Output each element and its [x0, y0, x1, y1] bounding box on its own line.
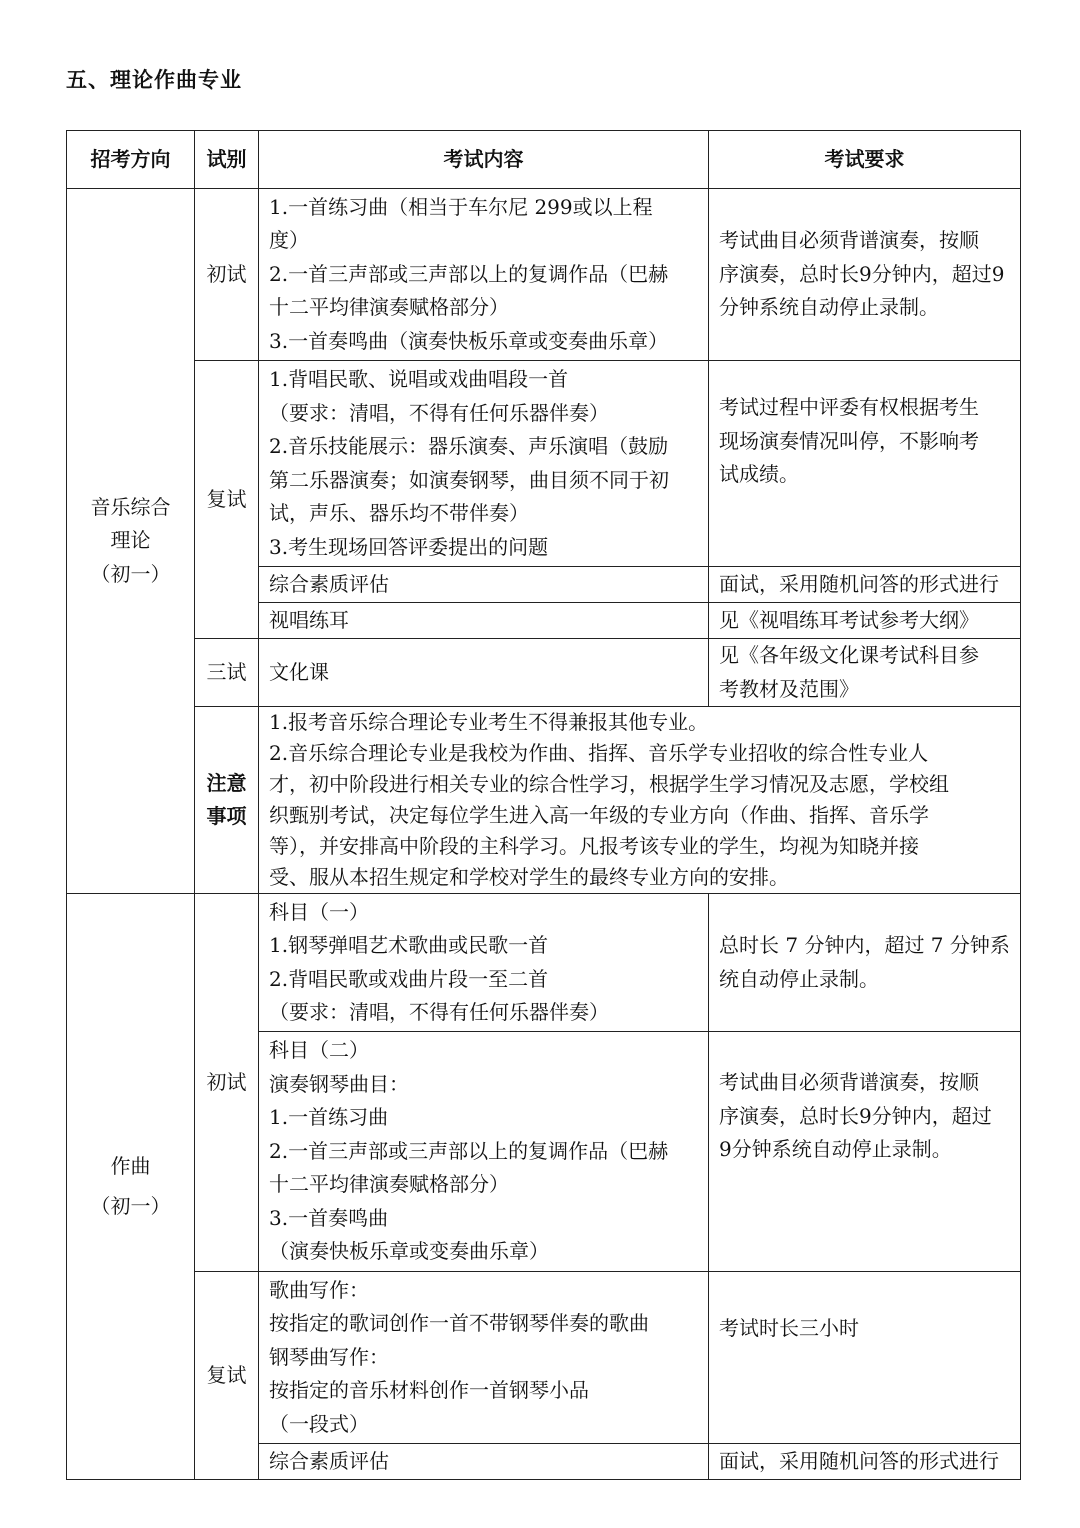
content-line: 十二平均律演奏赋格部分）	[269, 295, 509, 320]
requirement-cell	[709, 567, 1021, 603]
content-line: 综合素质评估	[269, 571, 389, 596]
content-line: 综合素质评估	[269, 1448, 389, 1473]
content-cell	[259, 1272, 709, 1444]
content-line: 2.一首三声部或三声部以上的复调作品（巴赫	[269, 261, 669, 286]
content-line: 十二平均律演奏赋格部分）	[269, 1172, 509, 1197]
requirement-cell	[709, 1444, 1021, 1480]
content-line: 按指定的歌词创作一首不带钢琴伴奏的歌曲	[269, 1311, 649, 1336]
round-cell: 三试	[195, 639, 259, 707]
admission-table	[66, 130, 1021, 1480]
notes-label-line: 事项	[206, 804, 247, 828]
requirement-cell	[709, 894, 1021, 1032]
requirement-line: 考试曲目必须背谱演奏，按顺	[719, 1070, 979, 1094]
content-line: 3.一首奏鸣曲（演奏快板乐章或变奏曲乐章）	[269, 328, 669, 353]
notes-line: 2.音乐综合理论专业是我校为作曲、指挥、音乐学专业招收的综合性专业人	[269, 741, 929, 765]
content-cell	[259, 567, 709, 603]
table-row	[67, 639, 1021, 707]
direction-line: 作曲	[110, 1154, 151, 1178]
direction-line: （初一）	[90, 1193, 171, 1218]
round-cell: 复试	[195, 361, 259, 639]
direction-line: 理论	[110, 528, 151, 553]
requirement-line: 试成绩。	[719, 462, 799, 486]
requirement-line: 考试时长三小时	[719, 1316, 859, 1340]
requirement-line: 9分钟系统自动停止录制。	[719, 1137, 952, 1161]
content-cell	[259, 361, 709, 567]
content-line: 文化课	[269, 659, 329, 684]
content-line: 2.背唱民歌或戏曲片段一至二首	[269, 966, 549, 991]
notes-content	[259, 707, 1021, 894]
requirement-cell	[709, 603, 1021, 639]
content-line: （一段式）	[269, 1411, 369, 1436]
content-cell	[259, 189, 709, 361]
content-line: 按指定的音乐材料创作一首钢琴小品	[269, 1378, 589, 1403]
requirement-line: 见《各年级文化课考试科目参	[719, 643, 979, 667]
content-line: 1.一首练习曲（相当于车尔尼 299或以上程	[269, 194, 653, 219]
notes-line: 1.报考音乐综合理论专业考生不得兼报其他专业。	[269, 710, 709, 734]
requirement-line: 分钟系统自动停止录制。	[719, 295, 939, 320]
content-line: 2.一首三声部或三声部以上的复调作品（巴赫	[269, 1138, 669, 1163]
content-line: 3.一首奏鸣曲	[269, 1205, 389, 1230]
notes-line: 才，初中阶段进行相关专业的综合性学习，根据学生学习情况及志愿，学校组	[269, 772, 949, 796]
requirement-line: 序演奏，总时长9分钟内，超过	[719, 1103, 992, 1128]
table-row	[67, 361, 1021, 567]
direction-line: （初一）	[90, 561, 171, 586]
requirement-line: 面试，采用随机问答的形式进行	[719, 571, 999, 596]
notes-row	[67, 707, 1021, 894]
requirement-line: 面试，采用随机问答的形式进行	[719, 1448, 999, 1473]
content-line: 视唱练耳	[269, 607, 349, 632]
notes-label	[195, 707, 259, 894]
requirement-line: 考试过程中评委有权根据考生	[719, 395, 979, 419]
content-line: 歌曲写作：	[269, 1277, 369, 1302]
content-line: 2.音乐技能展示：器乐演奏、声乐演唱（鼓励	[269, 434, 669, 458]
table-row	[67, 189, 1021, 361]
requirement-cell	[709, 639, 1021, 707]
content-cell	[259, 1032, 709, 1272]
direction-cell-composition	[67, 894, 195, 1480]
requirement-line: 序演奏，总时长9分钟内，超过9	[719, 261, 1005, 286]
content-cell	[259, 1444, 709, 1480]
requirement-line: 考教材及范围》	[719, 676, 859, 701]
content-line: 3.考生现场回答评委提出的问题	[269, 534, 549, 559]
requirement-line: 考试曲目必须背谱演奏，按顺	[719, 228, 979, 253]
notes-label-line: 注意	[206, 771, 247, 795]
header-direction: 招考方向	[67, 131, 195, 189]
content-line: 1.钢琴弹唱艺术歌曲或民歌一首	[269, 933, 549, 957]
content-line: 钢琴曲写作：	[269, 1344, 389, 1369]
notes-line: 等），并安排高中阶段的主科学习。凡报考该专业的学生，均视为知晓并接	[269, 834, 919, 858]
content-line: 试，声乐、器乐均不带伴奏）	[269, 501, 529, 525]
content-cell	[259, 639, 709, 707]
direction-line: 音乐综合	[90, 494, 171, 519]
header-content: 考试内容	[259, 131, 709, 189]
requirement-cell	[709, 1272, 1021, 1444]
direction-cell-music-theory	[67, 189, 195, 894]
content-line: 1.一首练习曲	[269, 1105, 389, 1130]
content-line: 1.背唱民歌、说唱或戏曲唱段一首	[269, 367, 569, 391]
requirement-line: 现场演奏情况叫停，不影响考	[719, 428, 979, 453]
content-line: （演奏快板乐章或变奏曲乐章）	[269, 1239, 549, 1264]
content-line: 第二乐器演奏；如演奏钢琴，曲目须不同于初	[269, 467, 669, 492]
table-header-row	[67, 131, 1021, 189]
section-title: 五、理论作曲专业	[66, 68, 242, 92]
requirement-cell	[709, 189, 1021, 361]
notes-line: 织甄别考试，决定每位学生进入高一年级的专业方向（作曲、指挥、音乐学	[269, 803, 929, 827]
table-row	[67, 1272, 1021, 1444]
requirement-line: 见《视唱练耳考试参考大纲》	[719, 607, 979, 632]
content-cell	[259, 894, 709, 1032]
requirement-line: 统自动停止录制。	[719, 966, 879, 991]
content-line: 科目（一）	[269, 899, 369, 924]
content-cell	[259, 603, 709, 639]
requirement-line: 总时长 7 分钟内，超过 7 分钟系	[719, 933, 1010, 957]
round-cell: 复试	[195, 1272, 259, 1480]
requirement-cell	[709, 361, 1021, 567]
header-round: 试别	[195, 131, 259, 189]
requirement-cell	[709, 1032, 1021, 1272]
content-line: （要求：清唱，不得有任何乐器伴奏）	[269, 1000, 609, 1024]
table-row	[67, 894, 1021, 1032]
content-line: 科目（二）	[269, 1038, 369, 1063]
round-cell: 初试	[195, 894, 259, 1272]
header-requirement: 考试要求	[709, 131, 1021, 189]
round-cell: 初试	[195, 189, 259, 361]
content-line: 度）	[269, 228, 309, 253]
content-line: 演奏钢琴曲目：	[269, 1071, 409, 1096]
notes-line: 受、服从本招生规定和学校对学生的最终专业方向的安排。	[269, 865, 789, 889]
content-line: （要求：清唱，不得有任何乐器伴奏）	[269, 400, 609, 425]
